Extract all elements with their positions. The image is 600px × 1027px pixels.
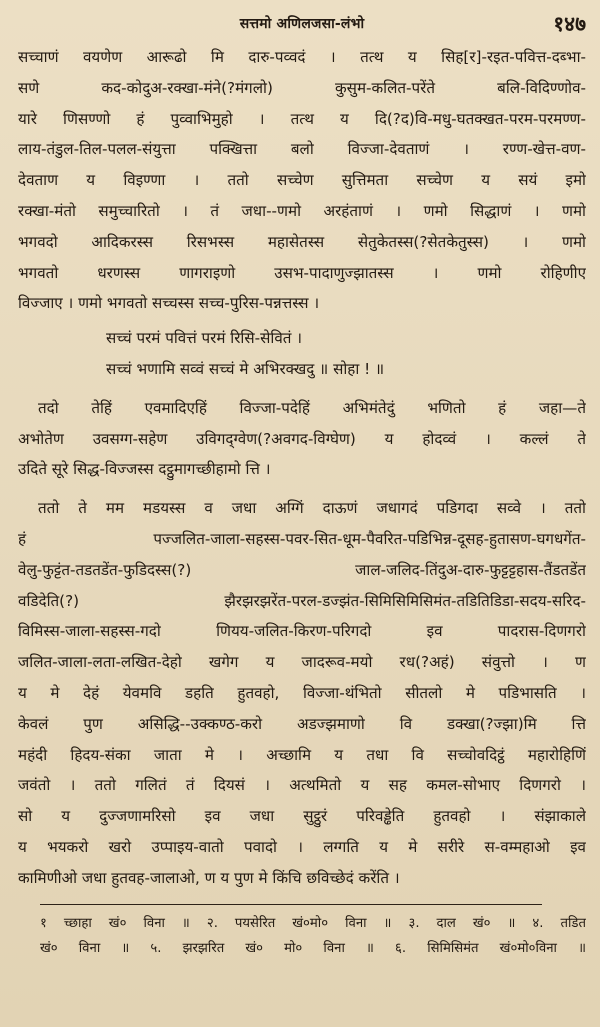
page-header: [18, 8, 586, 42]
text-line: रक्खा-मंतो समुच्चारितो । तं जधा--णमो अरहंताणं । णमो सिद्धाणं । णमो: [18, 201, 586, 220]
text-line: विमिस्स-जाला-सहस्स-गदो णियय-जलित-किरण-परिगदो इव पादरास-दिणगरो: [18, 622, 586, 641]
text-line: भगवदो आदिकरस्स रिसभस्स महासेतस्स सेतुकेतस्स(?सेतकेतुस्स) । णमो: [18, 232, 586, 251]
text-line: सो य दुज्जणामरिसो इव जधा सुट्ठुरं परिवड्ढेति हुतवहो । संझाकाले: [18, 807, 586, 826]
paragraph-3: [18, 493, 586, 893]
text-line: वडिदेति(?) झैरझरझरेंत-परल-डज्झंत-सिमिसिमिसिमंत-तडितिडिडा-सदय-सरिद-: [18, 591, 586, 610]
text-line: अभोतेण उवसग्ग-सहेण उविगद्ग्वेण(?अवगद-विग्घेण) य होदव्वं । कल्लं ते: [18, 429, 586, 448]
text-line: जवंतो । ततो गलितं तं दियसं । अत्थमितो य सह कमल-सोभाए दिणगरो ।: [18, 776, 586, 795]
footnotes: [18, 911, 586, 961]
text-line: ततो ते मम मडयस्स व जधा अग्गिं दाऊणं जधागदं पडिगदा सव्वे । ततो: [38, 499, 586, 518]
paragraph-2: [18, 393, 586, 485]
text-line: सच्चाणं वयणेण आरूढो मि दारु-पव्वदं । तत्थ य सिह[र]-रइत-पवित्त-दब्भा-: [18, 48, 586, 66]
page-number: १४७: [553, 12, 586, 36]
text-line: सणे कद-कोदुअ-रक्खा-मंने(?मंगलो) कुसुम-कलित-परेंते बलि-विदिण्णोव-: [18, 78, 586, 97]
verse-line: सच्चं परमं पवित्तं परमं रिसि-सेवितं ।: [106, 329, 302, 348]
verse-block: [18, 323, 586, 385]
text-line: भगवतो धरणस्स णागराइणो उसभ-पादाणुज्झातस्स । णमो रोहिणीए: [18, 263, 586, 282]
text-line: केवलं पुण असिद्धि--उक्कण्ठ-करो अडज्झमाणो वि डक्खा(?ज्झा)मि त्ति: [18, 714, 586, 733]
text-line: महंदी हिदय-संका जाता मे । अच्छामि य तधा वि सच्चोवदिट्ठं महारोहिणिं: [18, 745, 586, 764]
text-line: जलित-जाला-लता-लखित-देहो खगेग य जादरूव-मयो रध(?अहं) संवुत्तो । ण: [18, 653, 586, 672]
text-line: लाय-तंडुल-तिल-पलल-संयुत्ता पक्खित्ता बलो विज्जा-देवताणं । रण्ण-खेत्त-वण-: [18, 140, 586, 159]
running-head: सत्तमो अणिलजसा-लंभो: [239, 16, 365, 32]
text-line: उदिते सूरे सिद्ध-विज्जस्स दट्ठुमागच्छीहामो त्ति ।: [18, 460, 271, 479]
footnote-rule: [40, 904, 542, 905]
text-line: हं पज्जलित-जाला-सहस्स-पवर-सित-धूम-पैवरित-पडिभिन्न-दूसह-हुतासण-घगधगेंत-: [18, 529, 586, 548]
text-line: य भयकरो खरो उप्पाइय-वातो पवादो । लग्गति य मे सरीरे स-वम्महाओ इव: [18, 837, 586, 856]
text-line: वेलु-फुट्टंत-तडतडेंत-फुडिदस्स(?) जाल-जलिद-तिंदुअ-दारु-फुट्टट्टहास-तैंडतडेंत: [18, 560, 586, 579]
verse-line: सच्चं भणामि सव्वं सच्चं मे अभिरक्खदु ॥ सोहा ! ॥: [106, 359, 385, 378]
text-line: यारे णिसण्णो हं पुव्वाभिमुहो । तत्थ य दि(?द)वि-मधु-घतक्खत-परम-परमण्ण-: [18, 109, 586, 128]
text-line: देवताण य विइण्णा । ततो सच्चेण सुत्तिमता सच्चेण य सयं इमो: [18, 171, 586, 190]
text-line: य मे देहं येवमवि डहति हुतवहो, विज्जा-थंभितो सीतलो मे पडिभासति ।: [18, 683, 586, 702]
footnote-line: खं० विना ॥ ५. झरझरित खं० मो० विना ॥ ६. सिमिसिमंत खं०मो०विना ॥: [40, 940, 586, 956]
text-line: विज्जाए । णमो भगवतो सच्चस्स सच्च-पुरिस-पन्नत्तस्स ।: [18, 294, 320, 313]
text-line: कामिणीओ जधा हुतवह-जालाओ, ण य पुण मे किंचि छविच्छेदं करेंति ।: [18, 868, 400, 887]
paragraph-1: [18, 42, 586, 319]
text-line: तदो तेहिं एवमादिएहिं विज्जा-पदेहिं अभिमंतेदुं भणितो हं जहा—ते: [38, 398, 586, 417]
footnote-line: १ च्छाहा खं० विना ॥ २. पयसेरित खं०मो० विना ॥ ३. दाल खं० ॥ ४. तडित: [40, 915, 586, 931]
